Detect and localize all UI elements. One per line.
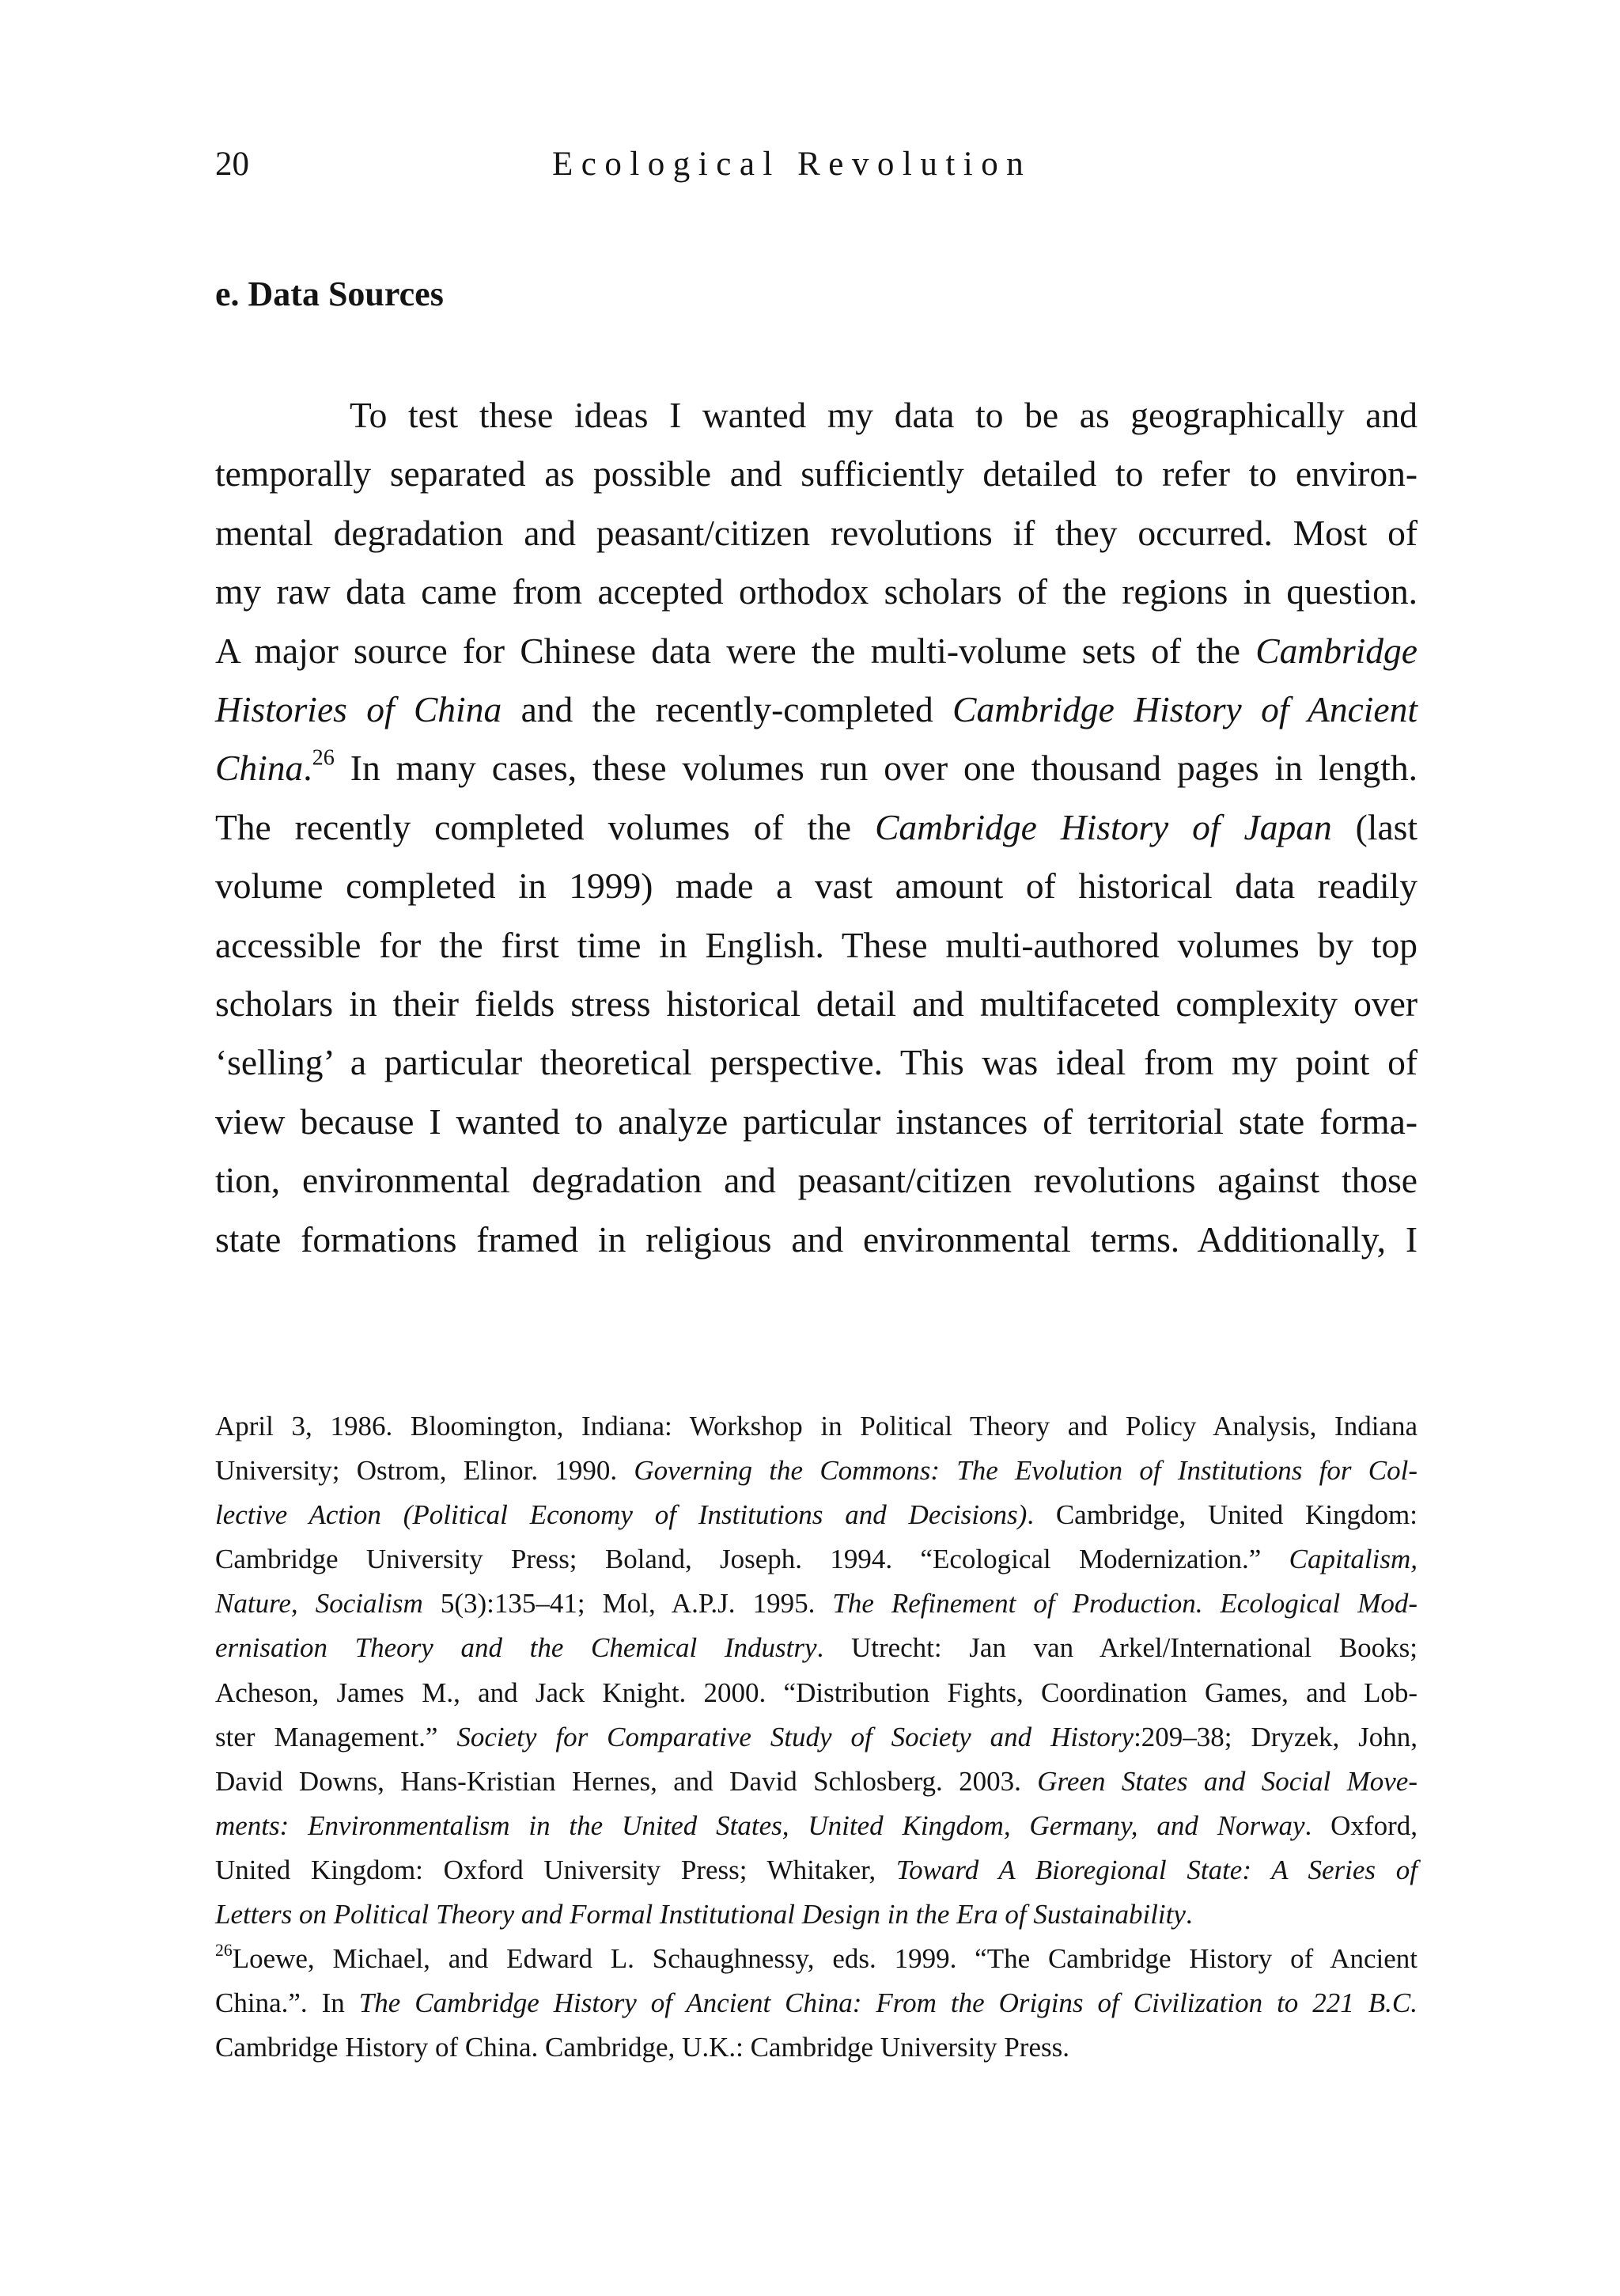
body-line	[215, 975, 1418, 1033]
body-line-text: (last	[1331, 806, 1418, 847]
cited-title: The Cambridge History of Ancient China: From the Origins of Civilization to 221 B.C.	[358, 1987, 1418, 2019]
footnote-line	[215, 1671, 1418, 1715]
page-number: 20	[215, 146, 249, 183]
running-title: Ecological Revolution	[552, 146, 1032, 183]
footnote-text: .	[1185, 1899, 1193, 1930]
body-line-text: To test these ideas I wanted my data to be as geographically and	[350, 395, 1418, 435]
footnote-line	[215, 1404, 1418, 1449]
footnote-line	[215, 1537, 1418, 1582]
body-line	[215, 739, 1418, 798]
body-line-text: ‘selling’ a particular theoretical perspective. This was ideal from my point of	[215, 1042, 1418, 1083]
footnote-text: Cambridge University Press; Boland, Joseph. 1994. “Ecological Modernization.”	[215, 1544, 1289, 1575]
footnote-text: . Cambridge, United Kingdom:	[1027, 1499, 1418, 1531]
cited-title: Governing the Commons: The Evolution of Institutions for Col-	[634, 1455, 1418, 1487]
body-line-text: volume completed in 1999) made a vast amount of historical data readily	[215, 866, 1418, 907]
body-line-text: temporally separated as possible and sufficiently detailed to refer to environ-	[215, 453, 1418, 494]
body-line	[215, 1151, 1418, 1210]
body-line-text: In many cases, these volumes run over one thousand pages in length.	[334, 748, 1418, 789]
running-head	[215, 141, 1418, 188]
footnote-line	[215, 1848, 1418, 1892]
footnote-line	[215, 1626, 1418, 1670]
body-line-text: tion, environmental degradation and peasant/citizen revolutions against those	[215, 1160, 1418, 1201]
cited-title: The Refinement of Production. Ecological Mod-	[832, 1588, 1418, 1620]
cited-title: Toward A Bioregional State: A Series of	[895, 1854, 1418, 1885]
book-title: Cambridge History of Ancient	[952, 689, 1418, 730]
footnotes	[215, 1404, 1418, 2070]
body-line-text: mental degradation and peasant/citizen revolutions if they occurred. Most of	[215, 512, 1418, 553]
body-line	[215, 563, 1418, 621]
body-line-text: and the recently-completed	[502, 689, 953, 730]
footnote-text: . Utrecht: Jan van Arkel/International Books;	[816, 1632, 1418, 1664]
body-line-text: .	[303, 748, 312, 789]
body-line	[215, 857, 1418, 915]
footnote-text: United Kingdom: Oxford University Press; Whitaker,	[215, 1854, 896, 1885]
body-line	[215, 1033, 1418, 1092]
footnote-text: ster Management.”	[215, 1721, 457, 1752]
footnote-text: University; Ostrom, Elinor. 1990.	[215, 1455, 634, 1487]
body-line	[215, 798, 1418, 857]
body-line-text: accessible for the first time in English. These multi-authored volumes by top	[215, 924, 1418, 965]
footnote-text: China.”. In	[215, 1987, 359, 2019]
footnote-line	[215, 1715, 1418, 1760]
footnote-number: 26	[215, 1940, 233, 1960]
footnote-text: Cambridge History of China. Cambridge, U.K.: Cambridge University Press.	[215, 2032, 1069, 2063]
body-line	[215, 1211, 1418, 1269]
footnote-line	[215, 1981, 1418, 2025]
body-line	[215, 386, 1418, 445]
footnote-line	[215, 1804, 1418, 1848]
cited-title: ments: Environmentalism in the United States, United Kingdom, Germany, and Norway	[215, 1809, 1305, 1841]
body-line-text: A major source for Chinese data were the multi-volume sets of the	[215, 630, 1256, 671]
footnote-line	[215, 1937, 1418, 1981]
footnote-text: David Downs, Hans-Kristian Hernes, and David Schlosberg. 2003.	[215, 1765, 1038, 1797]
body-text	[215, 386, 1418, 1269]
body-line	[215, 504, 1418, 563]
cited-title: Green States and Social Move-	[1037, 1765, 1418, 1797]
book-title: Cambridge History of Japan	[875, 806, 1332, 847]
cited-title: ernisation Theory and the Chemical Industry	[215, 1632, 817, 1664]
cited-title: Capitalism,	[1289, 1544, 1418, 1575]
footnote-line	[215, 1493, 1418, 1537]
footnote-line	[215, 1449, 1418, 1493]
body-line-text: view because I wanted to analyze particular instances of territorial state forma-	[215, 1101, 1418, 1142]
cited-title: Society for Comparative Study of Society and History	[456, 1721, 1134, 1752]
footnote-text: Loewe, Michael, and Edward L. Schaughnessy, eds. 1999. “The Cambridge History of Ancient	[232, 1943, 1418, 1975]
body-line	[215, 680, 1418, 739]
section-heading: e. Data Sources	[215, 275, 444, 313]
footnote-text: April 3, 1986. Bloomington, Indiana: Workshop in Political Theory and Policy Analysis, Indiana	[215, 1411, 1418, 1442]
body-line-text: scholars in their fields stress historical detail and multifaceted complexity over	[215, 983, 1418, 1025]
cited-title: Letters on Political Theory and Formal Institutional Design in the Era of Sustainability	[215, 1899, 1186, 1930]
body-line-text: state formations framed in religious and environmental terms. Additionally, I	[215, 1218, 1418, 1260]
footnote-text: 5(3):135–41; Mol, A.P.J. 1995.	[422, 1588, 833, 1620]
book-title: China	[215, 748, 304, 789]
footnote-line	[215, 1760, 1418, 1804]
body-line	[215, 622, 1418, 680]
footnote-text: Acheson, James M., and Jack Knight. 2000. “Distribution Fights, Coordination Games, and Lob-	[215, 1677, 1418, 1708]
footnote-reference[interactable]: 26	[312, 745, 335, 771]
body-line	[215, 1093, 1418, 1151]
footnote-text: :209–38; Dryzek, John,	[1134, 1721, 1418, 1752]
cited-title: lective Action (Political Economy of Institutions and Decisions)	[215, 1499, 1028, 1531]
cited-title: Nature, Socialism	[215, 1588, 423, 1620]
footnote-line	[215, 1892, 1418, 1937]
book-title: Histories of China	[215, 689, 502, 730]
body-line	[215, 445, 1418, 503]
footnote-line	[215, 1582, 1418, 1626]
footnote-text: . Oxford,	[1304, 1809, 1418, 1841]
body-line-text: my raw data came from accepted orthodox scholars of the regions in question.	[215, 571, 1418, 612]
footnote-line	[215, 2025, 1418, 2070]
body-line-text: The recently completed volumes of the	[215, 806, 876, 847]
body-line	[215, 916, 1418, 975]
book-title: Cambridge	[1255, 630, 1418, 671]
